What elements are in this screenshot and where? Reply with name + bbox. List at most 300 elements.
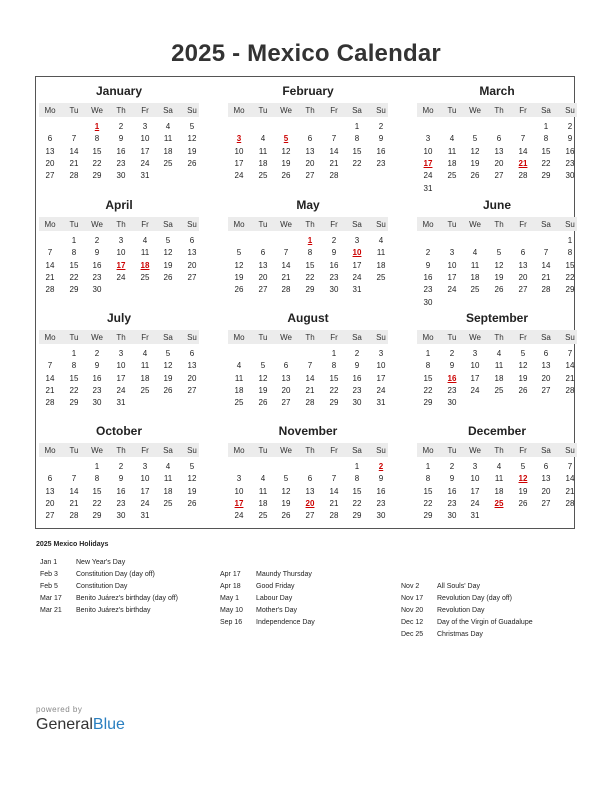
day-cell: 24: [376, 385, 386, 395]
day-cell: 9: [118, 474, 124, 484]
holiday-name: Maundy Thursday: [256, 571, 312, 578]
day-cell: 19: [187, 146, 197, 156]
day-cell: 26: [163, 272, 173, 282]
day-cell: 8: [71, 361, 77, 371]
holiday-date: Feb 5: [40, 583, 58, 590]
day-cell: 4: [472, 248, 478, 258]
day-cell: 7: [71, 134, 77, 144]
day-cell: 8: [307, 248, 313, 258]
weekday-label: Th: [116, 106, 126, 115]
day-cell: 13: [305, 486, 315, 496]
holiday-date: Sep 16: [220, 619, 243, 626]
weekday-label: Tu: [69, 220, 79, 229]
day-cell: 10: [423, 146, 433, 156]
day-cell: 17: [116, 373, 126, 383]
day-cell: 4: [236, 361, 242, 371]
day-cell: 23: [447, 498, 457, 508]
day-cell: 5: [496, 248, 502, 258]
day-cell: 11: [376, 248, 386, 258]
day-cell: 25: [376, 272, 386, 282]
day-cell: 27: [258, 285, 268, 295]
weekday-label: Th: [494, 220, 504, 229]
day-cell: 19: [163, 373, 173, 383]
day-cell: 7: [567, 462, 573, 471]
weekday-label: We: [280, 446, 292, 455]
day-cell: 19: [281, 158, 291, 168]
holiday-date: Apr 18: [220, 583, 241, 590]
weekday-label: Sa: [541, 333, 551, 342]
day-cell: 22: [423, 385, 433, 395]
holiday-name: Independence Day: [256, 619, 315, 626]
weekday-label: Th: [305, 446, 315, 455]
day-cell: 13: [305, 146, 315, 156]
day-cell: 7: [71, 474, 77, 484]
day-cell: 16: [376, 486, 386, 496]
holiday-day-cell: 21: [518, 158, 528, 168]
brand-general: General: [36, 716, 93, 733]
day-cell: 24: [447, 285, 457, 295]
day-cell: 11: [258, 146, 268, 156]
day-cell: 9: [449, 474, 455, 484]
day-cell: 4: [260, 134, 266, 144]
day-cell: 10: [447, 260, 457, 270]
day-cell: 9: [331, 248, 337, 258]
day-cell: 29: [69, 285, 79, 295]
day-cell: 10: [140, 134, 150, 144]
day-cell: 28: [281, 285, 291, 295]
day-cell: 25: [494, 385, 504, 395]
weekday-label: Su: [565, 446, 575, 455]
day-cell: 6: [520, 248, 526, 258]
day-cell: 2: [567, 122, 573, 131]
day-cell: 12: [281, 486, 291, 496]
day-cell: 28: [45, 398, 55, 408]
day-cell: 21: [329, 158, 339, 168]
day-cell: 29: [69, 398, 79, 408]
weekday-label: Fr: [141, 446, 149, 455]
weekday-label: Mo: [44, 220, 56, 229]
holiday-name: Revolution Day (day off): [437, 595, 512, 602]
weekday-label: Fr: [519, 220, 527, 229]
day-cell: 3: [236, 474, 242, 484]
day-cell: 11: [494, 474, 504, 484]
weekday-label: Tu: [447, 446, 457, 455]
day-cell: 13: [45, 486, 55, 496]
day-cell: 14: [541, 260, 551, 270]
weekday-label: Th: [494, 106, 504, 115]
day-cell: 16: [352, 373, 362, 383]
day-cell: 15: [423, 373, 433, 383]
day-cell: 29: [305, 285, 315, 295]
day-cell: 3: [142, 462, 148, 471]
weekday-label: Mo: [422, 106, 434, 115]
weekday-label: Mo: [422, 446, 434, 455]
holiday-day-cell: 12: [518, 474, 528, 484]
day-cell: 31: [376, 398, 386, 408]
day-cell: 1: [425, 462, 431, 471]
weekday-label: Fr: [330, 220, 338, 229]
weekday-label: Fr: [141, 106, 149, 115]
weekday-label: We: [91, 333, 103, 342]
day-cell: 26: [518, 498, 528, 508]
holiday-day-cell: 16: [447, 373, 457, 383]
weekday-label: Fr: [330, 446, 338, 455]
weekday-label: We: [280, 220, 292, 229]
day-cell: 22: [92, 498, 102, 508]
day-cell: 10: [470, 474, 480, 484]
weekday-label: Fr: [330, 333, 338, 342]
weekday-label: Mo: [233, 106, 245, 115]
weekday-label: Tu: [258, 333, 268, 342]
day-cell: 23: [352, 385, 362, 395]
day-cell: 29: [423, 398, 433, 408]
weekday-label: Fr: [141, 333, 149, 342]
day-cell: 24: [116, 272, 126, 282]
day-cell: 24: [470, 498, 480, 508]
day-cell: 9: [94, 248, 100, 258]
day-cell: 9: [449, 361, 455, 371]
day-cell: 8: [354, 474, 360, 484]
weekday-label: Sa: [541, 446, 551, 455]
day-cell: 28: [565, 498, 575, 508]
day-cell: 10: [234, 486, 244, 496]
day-cell: 9: [567, 134, 573, 144]
day-cell: 11: [140, 248, 150, 258]
day-cell: 27: [45, 171, 55, 181]
day-cell: 4: [496, 462, 502, 471]
day-cell: 1: [567, 236, 573, 245]
day-cell: 12: [518, 361, 528, 371]
weekday-label: Th: [116, 333, 126, 342]
day-cell: 20: [541, 373, 551, 383]
holiday-day-cell: 20: [305, 498, 315, 508]
day-cell: 26: [187, 158, 197, 168]
day-cell: 22: [541, 158, 551, 168]
day-cell: 8: [425, 361, 431, 371]
day-cell: 21: [305, 385, 315, 395]
day-cell: 7: [283, 248, 289, 258]
day-cell: 13: [45, 146, 55, 156]
day-cell: 17: [447, 272, 457, 282]
month-name: January: [95, 84, 143, 98]
day-cell: 28: [69, 171, 79, 181]
day-cell: 18: [234, 385, 244, 395]
day-cell: 26: [187, 498, 197, 508]
day-cell: 20: [518, 272, 528, 282]
day-cell: 4: [378, 236, 384, 245]
day-cell: 27: [187, 272, 197, 282]
day-cell: 4: [496, 349, 502, 358]
day-cell: 21: [45, 272, 55, 282]
day-cell: 17: [376, 373, 386, 383]
holiday-day-cell: 17: [116, 260, 126, 270]
day-cell: 21: [565, 373, 575, 383]
day-cell: 3: [118, 236, 124, 245]
day-cell: 18: [494, 486, 504, 496]
day-cell: 16: [92, 260, 102, 270]
day-cell: 9: [378, 474, 384, 484]
day-cell: 10: [116, 361, 126, 371]
holiday-day-cell: 10: [352, 248, 362, 258]
day-cell: 21: [281, 272, 291, 282]
day-cell: 8: [71, 248, 77, 258]
day-cell: 31: [140, 511, 150, 521]
holiday-date: Nov 2: [401, 583, 420, 590]
day-cell: 7: [331, 134, 337, 144]
day-cell: 22: [69, 385, 79, 395]
day-cell: 21: [541, 272, 551, 282]
day-cell: 18: [258, 158, 268, 168]
day-cell: 26: [281, 511, 291, 521]
day-cell: 15: [305, 260, 315, 270]
weekday-label: Mo: [422, 220, 434, 229]
holiday-date: Feb 3: [40, 571, 58, 578]
day-cell: 16: [92, 373, 102, 383]
holidays-heading: 2025 Mexico Holidays: [36, 541, 109, 548]
day-cell: 19: [234, 272, 244, 282]
day-cell: 31: [470, 511, 480, 521]
holiday-date: May 10: [220, 607, 243, 614]
day-cell: 23: [116, 158, 126, 168]
weekday-label: Sa: [163, 220, 173, 229]
day-cell: 8: [354, 134, 360, 144]
day-cell: 31: [352, 285, 362, 295]
day-cell: 26: [494, 285, 504, 295]
month-name: February: [282, 84, 334, 98]
weekday-label: Sa: [163, 106, 173, 115]
day-cell: 12: [234, 260, 244, 270]
day-cell: 12: [470, 146, 480, 156]
day-cell: 4: [449, 134, 455, 144]
day-cell: 16: [329, 260, 339, 270]
day-cell: 23: [565, 158, 575, 168]
weekday-label: Th: [494, 333, 504, 342]
day-cell: 26: [234, 285, 244, 295]
month-name: November: [278, 424, 338, 438]
day-cell: 18: [163, 146, 173, 156]
month-name: June: [482, 198, 511, 212]
day-cell: 2: [94, 349, 100, 358]
day-cell: 3: [378, 349, 384, 358]
day-cell: 19: [518, 373, 528, 383]
day-cell: 4: [165, 462, 171, 471]
day-cell: 7: [331, 474, 337, 484]
weekday-label: Sa: [352, 446, 362, 455]
weekday-label: Su: [187, 333, 197, 342]
day-cell: 8: [331, 361, 337, 371]
day-cell: 18: [470, 272, 480, 282]
day-cell: 15: [92, 486, 102, 496]
holiday-date: Dec 25: [401, 631, 424, 638]
day-cell: 25: [258, 511, 268, 521]
day-cell: 17: [140, 146, 150, 156]
day-cell: 28: [565, 385, 575, 395]
day-cell: 12: [258, 373, 268, 383]
day-cell: 12: [494, 260, 504, 270]
day-cell: 14: [45, 373, 55, 383]
day-cell: 14: [565, 474, 575, 484]
day-cell: 31: [140, 171, 150, 181]
day-cell: 16: [565, 146, 575, 156]
holiday-name: Good Friday: [256, 583, 295, 590]
day-cell: 6: [260, 248, 266, 258]
holiday-day-cell: 17: [234, 498, 244, 508]
day-cell: 30: [447, 511, 457, 521]
day-cell: 24: [116, 385, 126, 395]
day-cell: 7: [567, 349, 573, 358]
holiday-date: Jan 1: [40, 559, 58, 566]
day-cell: 4: [142, 349, 148, 358]
day-cell: 14: [329, 486, 339, 496]
weekday-label: Su: [376, 333, 386, 342]
day-cell: 6: [47, 134, 53, 144]
day-cell: 18: [447, 158, 457, 168]
day-cell: 20: [305, 158, 315, 168]
day-cell: 22: [565, 272, 575, 282]
page-title: 2025 - Mexico Calendar: [171, 40, 441, 67]
day-cell: 27: [281, 398, 291, 408]
day-cell: 14: [69, 486, 79, 496]
day-cell: 23: [376, 498, 386, 508]
day-cell: 28: [329, 171, 339, 181]
day-cell: 14: [518, 146, 528, 156]
day-cell: 25: [140, 385, 150, 395]
day-cell: 2: [378, 122, 384, 131]
weekday-label: Sa: [352, 106, 362, 115]
day-cell: 26: [470, 171, 480, 181]
day-cell: 22: [92, 158, 102, 168]
weekday-label: We: [91, 446, 103, 455]
day-cell: 25: [470, 285, 480, 295]
weekday-label: Sa: [163, 333, 173, 342]
day-cell: 25: [447, 171, 457, 181]
day-cell: 21: [565, 486, 575, 496]
day-cell: 19: [470, 158, 480, 168]
day-cell: 6: [307, 134, 313, 144]
holiday-name: New Year's Day: [76, 559, 126, 566]
day-cell: 14: [45, 260, 55, 270]
day-cell: 1: [94, 462, 100, 471]
day-cell: 19: [281, 498, 291, 508]
day-cell: 7: [520, 134, 526, 144]
day-cell: 12: [163, 248, 173, 258]
day-cell: 7: [543, 248, 549, 258]
day-cell: 22: [423, 498, 433, 508]
day-cell: 15: [541, 146, 551, 156]
day-cell: 7: [307, 361, 313, 371]
day-cell: 21: [329, 498, 339, 508]
day-cell: 13: [187, 361, 197, 371]
day-cell: 14: [565, 361, 575, 371]
day-cell: 27: [541, 498, 551, 508]
day-cell: 3: [425, 134, 431, 144]
holiday-date: Nov 17: [401, 595, 424, 602]
day-cell: 24: [423, 171, 433, 181]
day-cell: 19: [258, 385, 268, 395]
generalblue-logo[interactable]: [36, 716, 125, 734]
month-name: October: [95, 424, 142, 438]
day-cell: 27: [494, 171, 504, 181]
day-cell: 16: [423, 272, 433, 282]
holiday-name: Day of the Virgin of Guadalupe: [437, 619, 533, 626]
day-cell: 11: [140, 361, 150, 371]
day-cell: 9: [425, 260, 431, 270]
day-cell: 18: [163, 486, 173, 496]
weekday-label: Su: [565, 333, 575, 342]
day-cell: 28: [518, 171, 528, 181]
day-cell: 27: [187, 385, 197, 395]
day-cell: 24: [140, 498, 150, 508]
day-cell: 21: [69, 498, 79, 508]
weekday-label: Tu: [258, 220, 268, 229]
weekday-label: We: [280, 333, 292, 342]
day-cell: 20: [541, 486, 551, 496]
day-cell: 8: [567, 248, 573, 258]
day-cell: 18: [140, 373, 150, 383]
day-cell: 28: [329, 511, 339, 521]
month-name: July: [106, 311, 131, 325]
holiday-day-cell: 1: [307, 236, 313, 245]
month-name: March: [479, 84, 515, 98]
day-cell: 31: [116, 398, 126, 408]
day-cell: 25: [234, 398, 244, 408]
weekday-label: We: [469, 106, 481, 115]
day-cell: 30: [116, 511, 126, 521]
weekday-label: Su: [376, 220, 386, 229]
weekday-label: Fr: [141, 220, 149, 229]
day-cell: 22: [69, 272, 79, 282]
day-cell: 30: [423, 297, 433, 307]
day-cell: 31: [423, 183, 433, 193]
day-cell: 1: [71, 236, 77, 245]
holiday-day-cell: 18: [140, 260, 150, 270]
day-cell: 16: [116, 486, 126, 496]
day-cell: 30: [329, 285, 339, 295]
weekday-label: Th: [305, 220, 315, 229]
day-cell: 1: [331, 349, 337, 358]
day-cell: 11: [163, 134, 173, 144]
holiday-name: Constitution Day: [76, 583, 128, 590]
day-cell: 17: [470, 373, 480, 383]
day-cell: 6: [189, 349, 195, 358]
day-cell: 15: [352, 146, 362, 156]
weekday-label: Mo: [233, 446, 245, 455]
day-cell: 8: [94, 474, 100, 484]
day-cell: 29: [329, 398, 339, 408]
day-cell: 11: [163, 474, 173, 484]
day-cell: 20: [187, 260, 197, 270]
day-cell: 13: [541, 361, 551, 371]
day-cell: 28: [541, 285, 551, 295]
day-cell: 11: [258, 486, 268, 496]
day-cell: 29: [92, 511, 102, 521]
day-cell: 8: [543, 134, 549, 144]
day-cell: 21: [69, 158, 79, 168]
day-cell: 21: [45, 385, 55, 395]
holiday-day-cell: 25: [494, 498, 504, 508]
weekday-label: Sa: [541, 106, 551, 115]
weekday-label: We: [469, 446, 481, 455]
day-cell: 1: [543, 122, 549, 131]
month-name: September: [465, 311, 529, 325]
day-cell: 19: [518, 486, 528, 496]
day-cell: 3: [354, 236, 360, 245]
weekday-label: Mo: [233, 333, 245, 342]
day-cell: 15: [423, 486, 433, 496]
day-cell: 2: [425, 248, 431, 258]
day-cell: 5: [283, 474, 289, 484]
day-cell: 20: [45, 498, 55, 508]
